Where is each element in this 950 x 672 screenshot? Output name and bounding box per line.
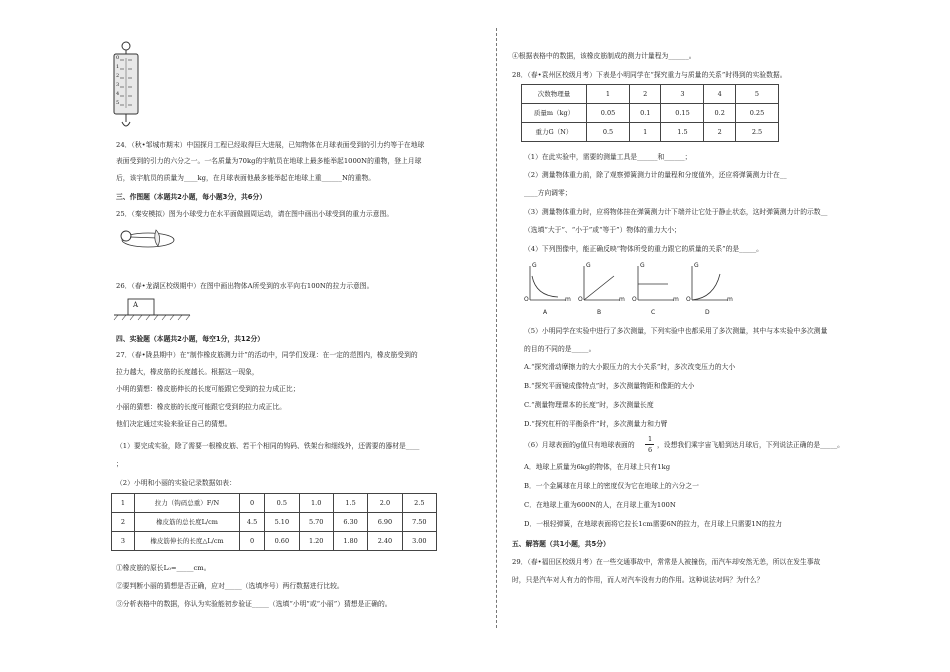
- q29-line1: 29．（春•福田区校级月考）在一些交通事故中，常常是人被撞伤，而汽车却安然无恙，所以在发生事故: [512, 558, 821, 566]
- graph-c-axis-m: m: [673, 296, 679, 303]
- q27-part1: （1）要完成实验，除了需要一根橡皮筋、若干个相同的钩码、铁架台和细线外，还需要的器材是____: [116, 442, 420, 450]
- table-cell: 5.70: [299, 513, 333, 532]
- table-cell: 0.25: [735, 104, 778, 123]
- table-cell: 6.90: [368, 513, 402, 532]
- table-cell: 0.1: [629, 104, 661, 123]
- graph-b-label: B: [597, 309, 602, 316]
- q27-part1-end: ；: [116, 460, 123, 468]
- q29-line2: 时，只是汽车对人有力的作用，而人对汽车没有力的作用。这种说法对吗？为什么？: [512, 576, 764, 584]
- graph-a-axis-m: m: [565, 296, 571, 303]
- table-cell: 橡皮筋的总长度L/cm: [135, 513, 240, 532]
- q24-line1: 24．（秋•邹城市期末）中国探月工程已经取得巨大进展，已知物体在月球表面受到的引力约等于在地球: [116, 141, 425, 149]
- rubber-band-data-table: [111, 493, 437, 551]
- graph-option-c: [632, 262, 678, 306]
- q28-option-b: B.“探究平面镜成像特点”时，多次测量物距和像距的大小: [524, 382, 695, 390]
- q28-6-option-b: B．一个金属球在月球上的密度仅为它在地球上的六分之一: [524, 482, 699, 490]
- q26-text: 26．（春•龙湖区校级期中）在图中画出物体A所受到的水平向右100N的拉力示意图。: [116, 282, 374, 290]
- table-cell: 2: [704, 123, 736, 142]
- gravity-mass-table: [521, 84, 779, 142]
- spring-scale-figure: [108, 40, 144, 130]
- table-cell: 1.5: [333, 494, 367, 513]
- graph-a-origin: O: [524, 296, 529, 303]
- q27-sub2: ②要判断小丽的猜想是否正确，应对_____（选填序号）两行数据进行比较。: [116, 582, 344, 590]
- graph-a-label: A: [543, 309, 548, 316]
- q28-option-d: D.“探究杠杆的平衡条件”时，多次测量力和力臂: [524, 420, 668, 428]
- table-cell: 2.0: [368, 494, 402, 513]
- scale-tick-5: 5: [116, 100, 120, 106]
- q27-part2: （2）小明和小丽的实验记录数据如表：: [116, 479, 236, 487]
- table-cell: 3.00: [402, 532, 436, 551]
- graph-c-label: C: [651, 309, 656, 316]
- graph-b-axis-m: m: [619, 296, 625, 303]
- table-cell: 2.5: [402, 494, 436, 513]
- graph-c-origin: O: [632, 296, 637, 303]
- q28-part6-prefix: （6）月球表面的g值只有地球表面的: [524, 441, 635, 449]
- graph-d-axis-m: m: [727, 296, 733, 303]
- q27-sub4: ④根据表格中的数据，该橡皮筋制成的测力计量程为______。: [512, 52, 696, 60]
- table-cell: 2.5: [735, 123, 778, 142]
- table-cell: 0: [240, 494, 265, 513]
- q28-6-option-d: D．一根轻弹簧，在地球表面将它拉长1cm需要6N的拉力，在月球上只需要1N的拉力: [524, 520, 783, 528]
- graph-c-axis-g: G: [640, 262, 645, 269]
- section-3-heading: 三、作图题（本题共2小题，每小题3分，共6分）: [116, 193, 267, 201]
- scale-tick-4: 4: [116, 91, 120, 97]
- table-cell: 2.40: [368, 532, 402, 551]
- q27-line2: 拉力越大，橡皮筋的长度越长。根据这一现象，: [116, 368, 259, 376]
- graph-d-label: D: [705, 309, 710, 316]
- q26-block-figure: [112, 296, 192, 322]
- section-5-heading: 五、解答题（共1小题，共5分）: [512, 540, 610, 548]
- q28-part5: （5）小明同学在实验中进行了多次测量，下列实验中也都采用了多次测量，其中与本实验中多次测量: [524, 327, 828, 335]
- q28-part2: （2）测量物体重力前，除了观察弹簧测力计的量程和分度值外，还应将弹簧测力计在__: [524, 171, 787, 179]
- table-cell: 3: [661, 85, 704, 104]
- graph-a-axis-g: G: [532, 262, 537, 269]
- block-a-label: A: [133, 301, 139, 309]
- section-4-heading: 四、实验题（本题共2小题，每空1分，共12分）: [116, 335, 265, 343]
- graph-option-a: [524, 262, 570, 306]
- graph-option-d: [686, 262, 732, 306]
- q27-sub1: ①橡皮筋的原长L₀=_____cm。: [116, 564, 211, 572]
- table-cell: 4: [704, 85, 736, 104]
- fraction-denominator: 6: [648, 446, 653, 454]
- q28-part3: （3）测量物体重力时，应将物体挂在弹簧测力计下端并让它处于静止状态，这时弹簧测力计的示数__: [524, 208, 828, 216]
- q27-line1: 27．（春•陇县期中）在“制作橡皮筋测力计”的活动中，同学们发现：在一定的范围内，橡皮筋受到的: [116, 351, 418, 359]
- q28-part1: （1）在此实验中，需要的测量工具是______和______；: [524, 153, 692, 161]
- table-cell: 橡皮筋伸长的长度△L/cm: [135, 532, 240, 551]
- scale-tick-3: 3: [116, 82, 120, 88]
- graph-d-origin: O: [686, 296, 691, 303]
- graph-d-axis-g: G: [694, 262, 699, 269]
- table-cell: 5: [735, 85, 778, 104]
- q27-line3: 小明的猜想：橡皮筋伸长的长度可能跟它受到的拉力成正比；: [116, 385, 300, 393]
- table-cell: 0.05: [587, 104, 630, 123]
- table-cell: 质量m（kg）: [522, 104, 587, 123]
- q28-line1: 28．（春•袁州区校级月考）下表是小明同学在“探究重力与质量的关系”时得到的实验数据。: [512, 71, 787, 79]
- q27-sub3: ③分析表格中的数据，你认为实验能初步验证_____（选填“小明”或“小丽”）猜想是正确的。: [116, 600, 392, 608]
- q28-6-option-c: C．在地球上重为600N的人，在月球上重为100N: [524, 501, 676, 509]
- q28-part5-cont: 的目的不同的是_____。: [524, 345, 596, 353]
- q25-circular-motion-figure: [118, 226, 178, 252]
- table-cell: 0.5: [587, 123, 630, 142]
- q27-line5: 他们决定通过实验来验证自己的猜想。: [116, 420, 232, 428]
- q28-part4: （4）下列图像中，能正确反映“物体所受的重力跟它的质量的关系”的是_____。: [524, 245, 763, 253]
- table-cell: 拉力（钩码总重）F/N: [135, 494, 240, 513]
- table-cell: 5.10: [265, 513, 299, 532]
- scale-tick-1: 1: [116, 64, 120, 70]
- q24-line2: 表面受到的引力的六分之一。一名质量为70kg的宇航员在地球上最多能举起1000N的重物，登上月球: [116, 157, 422, 165]
- column-divider: [496, 28, 497, 628]
- q28-option-c: C.“测量物理课本的长度”时，多次测量长度: [524, 401, 654, 409]
- q28-option-a: A.“探究滑动摩擦力的大小跟压力的大小关系”时，多次改变压力的大小: [524, 363, 736, 371]
- table-cell: 重力G（N）: [522, 123, 587, 142]
- q28-part6-suffix: ，设想我们乘宇宙飞船到达月球后，下列说法正确的是_____。: [657, 441, 844, 449]
- table-cell: 0.2: [704, 104, 736, 123]
- table-cell: 1.5: [661, 123, 704, 142]
- table-cell: 2: [112, 513, 135, 532]
- table-cell: 0.60: [265, 532, 299, 551]
- table-cell: 7.50: [402, 513, 436, 532]
- table-cell: 1.80: [333, 532, 367, 551]
- graph-b-axis-g: G: [586, 262, 591, 269]
- table-cell: 1.0: [299, 494, 333, 513]
- table-cell: 1: [629, 123, 661, 142]
- table-cell: 0.5: [265, 494, 299, 513]
- scale-tick-2: 2: [116, 73, 120, 79]
- table-cell: 0: [240, 532, 265, 551]
- table-cell: 1: [112, 494, 135, 513]
- q28-6-option-a: A．地球上质量为6kg的物体，在月球上只有1kg: [524, 463, 671, 471]
- table-cell: 次数物理量: [522, 85, 587, 104]
- graph-option-b: [578, 262, 624, 306]
- q24-line3: 后，该宇航员的质量为____kg，在月球表面他最多能举起在地球上重______N的重物。: [116, 174, 376, 182]
- table-cell: 0.15: [661, 104, 704, 123]
- table-cell: 1: [587, 85, 630, 104]
- q28-part2-cont: ____方向调零；: [524, 189, 572, 197]
- q28-part3-cont: （选填“大于”、“小于”或“等于”）物体的重力大小；: [524, 226, 681, 234]
- q27-line4: 小丽的猜想：橡皮筋的长度可能跟它受到的拉力成正比。: [116, 403, 286, 411]
- fraction-bar: [645, 444, 654, 445]
- q25-text: 25．（秦安模拟）图为小球受力在水平面做圆周运动，请在图中画出小球受到的重力示意图。: [116, 210, 394, 218]
- graph-b-origin: O: [578, 296, 583, 303]
- fraction-numerator: 1: [648, 435, 653, 443]
- table-cell: 3: [112, 532, 135, 551]
- table-cell: 1.20: [299, 532, 333, 551]
- scale-tick-0: 0: [116, 55, 120, 61]
- table-cell: 2: [629, 85, 661, 104]
- table-cell: 4.5: [240, 513, 265, 532]
- table-cell: 6.30: [333, 513, 367, 532]
